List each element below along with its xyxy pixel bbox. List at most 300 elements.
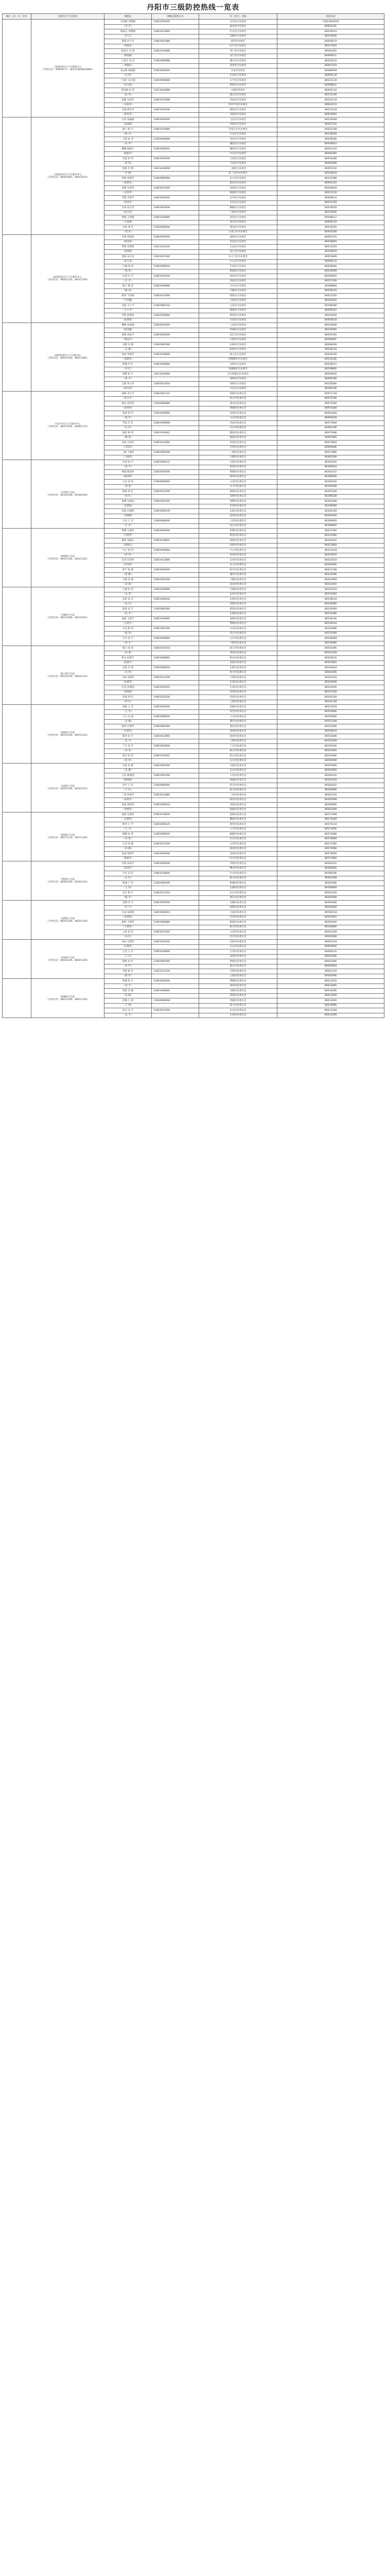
village-cell: 东安社区居委会 xyxy=(199,132,277,137)
grid-worker-cell: （王丽华） xyxy=(104,455,152,460)
hotline-cell: 86552066 xyxy=(277,724,384,730)
grid-worker-cell: （朱晓东） xyxy=(104,543,152,548)
village-cell: 三城村民委员会 xyxy=(199,450,277,455)
hotline-cell: 86602806 xyxy=(277,944,384,950)
village-cell: 陵口村民委员会 xyxy=(199,646,277,651)
hotline-cell: 86571896 xyxy=(277,856,384,861)
worker-phone-cell: 13861919880 xyxy=(152,127,199,132)
hotline-cell: 86422060 xyxy=(277,582,384,587)
worker-phone-cell xyxy=(152,1003,199,1008)
village-cell: 九里村民委员会 xyxy=(199,480,277,485)
hotline-cell: 86538806 xyxy=(277,367,384,372)
worker-phone-cell: 13962980660 xyxy=(152,783,199,788)
grid-worker-cell: （吴春华） xyxy=(104,191,152,196)
village-cell: 东门社区居委会 xyxy=(199,44,277,49)
grid-worker-cell: （王 红） xyxy=(104,788,152,793)
institution-cell: 云阳街道社区卫生服务中心 （咨询电话：86905077、8612536/8610869） xyxy=(31,20,104,117)
grid-worker-cell: 张家庄 田 博 xyxy=(104,49,152,54)
village-cell: 东庄村民委员会 xyxy=(199,891,277,896)
village-cell: 虹桥社区居委会 xyxy=(199,347,277,352)
grid-worker-cell: 晓塘 朱 伟 xyxy=(104,832,152,837)
village-cell: 前进村民委员会 xyxy=(199,846,277,852)
village-cell: 长巷村民委员会 xyxy=(199,445,277,450)
hotline-cell: 86551806 xyxy=(277,734,384,739)
grid-worker-cell: 皇塘 吴 静 xyxy=(104,343,152,348)
hotline-cell: 86551268 xyxy=(277,719,384,724)
grid-worker-cell: 胡桥 朱宝平 xyxy=(104,392,152,397)
village-cell: 河南村民委员会 xyxy=(199,440,277,446)
hotline-cell: 86532986 xyxy=(277,626,384,632)
village-cell: 河南社区居委会 xyxy=(199,112,277,117)
village-cell: 东进村民委员会 xyxy=(199,504,277,509)
grid-worker-cell: （朱 华） xyxy=(104,142,152,147)
worker-phone-cell xyxy=(152,122,199,127)
table-header-row xyxy=(3,14,384,20)
hotline-cell: 86552008 xyxy=(277,739,384,744)
village-cell: 九里村民委员会 xyxy=(199,842,277,847)
worker-phone-cell: 13861902988 xyxy=(152,39,199,44)
worker-phone-cell xyxy=(152,210,199,215)
grid-worker-cell: （王 军） xyxy=(104,954,152,959)
district-cell xyxy=(3,646,31,705)
village-cell: 浦东村民委员会 xyxy=(199,572,277,578)
grid-worker-cell: 东桥 朱 军 xyxy=(104,597,152,602)
grid-worker-cell: （李晓东） xyxy=(104,63,152,69)
district-cell xyxy=(3,812,31,861)
hotline-cell: 86611268 xyxy=(277,1008,384,1013)
village-cell: 西门社区居委会 xyxy=(199,49,277,54)
grid-worker-cell: （王海燕） xyxy=(104,220,152,225)
village-cell: 新民社区居委会 xyxy=(199,181,277,186)
grid-worker-cell: （宗 明） xyxy=(104,73,152,78)
village-cell: 新城村民委员会 xyxy=(199,778,277,783)
worker-phone-cell xyxy=(152,142,199,147)
institution-cell: 司徒镇卫生院 （咨询电话：86561206、86561015） xyxy=(31,764,104,812)
hotline-cell: 86901520 xyxy=(277,166,384,172)
hotline-cell: 86529308 xyxy=(277,117,384,123)
grid-worker-cell: （朱 华） xyxy=(104,592,152,597)
hotline-cell: 86560216 xyxy=(277,773,384,778)
worker-phone-cell xyxy=(152,83,199,88)
grid-worker-cell: 三城 王丽华 xyxy=(104,450,152,455)
worker-phone-cell xyxy=(152,709,199,715)
worker-phone-cell xyxy=(152,337,199,343)
grid-worker-cell: （孙 红） xyxy=(104,494,152,499)
village-cell: 曲阿社区居委会 xyxy=(199,235,277,240)
worker-phone-cell: 13861902068 xyxy=(152,157,199,162)
worker-phone-cell xyxy=(152,905,199,910)
hotline-cell: 86520098 xyxy=(277,269,384,274)
village-cell: 访仙村民委员会 xyxy=(199,940,277,945)
grid-worker-cell: （李 红） xyxy=(104,367,152,372)
grid-worker-cell: （刘 勇） xyxy=(104,484,152,489)
village-cell: 昌国村民委员会 xyxy=(199,852,277,857)
grid-worker-cell: 横塘 孙国强 xyxy=(104,323,152,328)
grid-worker-cell: 大泊 王 军 xyxy=(104,519,152,524)
worker-phone-cell xyxy=(152,807,199,812)
village-cell: 五星村民委员会 xyxy=(199,930,277,935)
hotline-cell: 86920188 xyxy=(277,230,384,235)
grid-worker-cell: 后巷 汪 平 xyxy=(104,274,152,279)
table-row xyxy=(3,812,384,818)
village-cell: 双龙村民委员会 xyxy=(199,582,277,587)
table-row xyxy=(3,20,384,25)
worker-phone-cell: 13861906286 xyxy=(152,979,199,984)
grid-worker-cell: 司徒 朱 静 xyxy=(104,764,152,769)
worker-phone-cell: 13861908226 xyxy=(152,822,199,827)
worker-phone-cell xyxy=(152,377,199,382)
hotline-cell: 86612806 xyxy=(277,984,384,989)
hotline-cell: 86398060 xyxy=(277,523,384,529)
grid-worker-cell: （郑玲芳） xyxy=(104,112,152,117)
grid-worker-cell: 访仙 许晓明 xyxy=(104,509,152,514)
grid-worker-cell: （吴建国） xyxy=(104,504,152,509)
grid-worker-cell: （周文华） xyxy=(104,386,152,392)
grid-worker-cell: 朱公桥 杨灿辉 xyxy=(104,69,152,74)
grid-worker-cell: （李 光） xyxy=(104,34,152,39)
worker-phone-cell: 13861906106 xyxy=(152,509,199,514)
hotline-cell: 86536868 xyxy=(277,636,384,641)
grid-worker-cell: 吕城 朱 华 xyxy=(104,587,152,592)
village-cell: 华南社区居委会 xyxy=(199,98,277,103)
worker-phone-cell xyxy=(152,240,199,245)
village-cell: 同心村民委员会 xyxy=(199,523,277,529)
hotline-cell: 86601018 xyxy=(277,940,384,945)
grid-worker-cell: 访仙 吴建华 xyxy=(104,940,152,945)
worker-phone-cell xyxy=(152,788,199,793)
hotline-cell: 86562998 xyxy=(277,798,384,803)
hotline-cell: 86391508 xyxy=(277,489,384,495)
grid-worker-cell: （吴 伟） xyxy=(104,670,152,675)
hotline-cell: 86581208 xyxy=(277,891,384,896)
village-cell: 湖滨社区居委会 xyxy=(199,108,277,113)
worker-phone-cell: 13962980618 xyxy=(152,264,199,269)
village-cell: 荆庄村民委员会 xyxy=(199,719,277,724)
worker-phone-cell xyxy=(152,837,199,842)
hotline-cell: 86590218 xyxy=(277,910,384,916)
village-cell: 蔡家村民委员会 xyxy=(199,474,277,480)
village-cell: 新庄村民委员会 xyxy=(199,754,277,759)
hotline-cell: 86591268 xyxy=(277,930,384,935)
worker-phone-cell: 13861906666 xyxy=(152,69,199,74)
hotline-cell: 86541086 xyxy=(277,646,384,651)
worker-phone-cell xyxy=(152,504,199,509)
hotline-cell: 86582998 xyxy=(277,895,384,901)
village-cell: 荆林村民委员会 xyxy=(199,959,277,964)
worker-phone-cell xyxy=(152,680,199,685)
hotline-cell: 86610886 xyxy=(277,1003,384,1008)
grid-worker-cell: 白沙 孙 平 xyxy=(104,636,152,641)
grid-worker-cell: （邹 军） xyxy=(104,230,152,235)
village-cell: 东风村民委员会 xyxy=(199,558,277,563)
grid-worker-cell: 昌国 张建平 xyxy=(104,852,152,857)
grid-worker-cell: （李国平） xyxy=(104,200,152,206)
grid-worker-cell: 步桥 陈 军 xyxy=(104,969,152,974)
worker-phone-cell: 13861906816 xyxy=(152,147,199,152)
hotline-cell: 86390986 xyxy=(277,504,384,509)
village-cell: 荆林村民委员会 xyxy=(199,621,277,626)
worker-phone-cell xyxy=(152,886,199,891)
village-cell: 东方村民委员会 xyxy=(199,758,277,764)
grid-worker-cell: 延陵 彭大友 xyxy=(104,39,152,44)
hotline-cell: 86962098 xyxy=(277,455,384,460)
village-cell: 建山社区居委会 xyxy=(199,93,277,98)
village-cell: 新桥村民委员会 xyxy=(199,489,277,495)
village-cell: 贺巷村民委员会 xyxy=(199,411,277,416)
institution-cell: 皇塘镇卫生院 （咨询电话：86591206、86591100） xyxy=(31,901,104,940)
hotline-cell: 86551660 xyxy=(277,749,384,754)
table-row xyxy=(3,587,384,592)
grid-worker-cell: 界牌 张 平 xyxy=(104,372,152,377)
worker-phone-cell: 13861919266 xyxy=(152,323,199,328)
grid-worker-cell: （王 平） xyxy=(104,827,152,832)
grid-worker-cell: 珥陵 王 芳 xyxy=(104,705,152,710)
worker-phone-cell xyxy=(152,298,199,303)
grid-worker-cell: （陈 兵） xyxy=(104,132,152,137)
grid-worker-cell: （周 红） xyxy=(104,700,152,705)
hotline-cell: 86572998 xyxy=(277,846,384,852)
village-cell: 界牌村民委员会 xyxy=(199,499,277,504)
worker-phone-cell xyxy=(152,171,199,176)
grid-worker-cell: 大吕 吴 强 xyxy=(104,715,152,720)
hotline-cell: 86526086 xyxy=(277,382,384,387)
hotline-cell: 86560806 xyxy=(277,803,384,808)
grid-worker-cell: （朱宝国） xyxy=(104,83,152,88)
hotline-cell: 86920618 xyxy=(277,318,384,323)
worker-phone-cell: 13861918262 xyxy=(152,754,199,759)
hotline-cell: 86526208 xyxy=(277,313,384,318)
worker-phone-cell xyxy=(152,827,199,832)
village-cell: 兴隆社区居委会 xyxy=(199,289,277,294)
village-cell: 双庙村民委员会 xyxy=(199,660,277,666)
hotline-cell: 86905120 xyxy=(277,88,384,93)
worker-phone-cell: 13861910088 xyxy=(152,49,199,54)
hotline-cell: 86602086 xyxy=(277,959,384,964)
column-header-grid-worker: 网格员 xyxy=(104,14,152,20)
grid-worker-cell: 云阳 周文华 xyxy=(104,382,152,387)
village-cell: 荆城村民委员会 xyxy=(199,406,277,411)
grid-worker-cell: 吕城 郑玲芳 xyxy=(104,108,152,113)
hotline-cell: 86960028 xyxy=(277,416,384,421)
worker-phone-cell: 13861919226 xyxy=(152,695,199,700)
district-cell xyxy=(3,20,31,117)
worker-phone-cell: 13861908616 xyxy=(152,910,199,916)
village-cell: 石桥社区居委会 xyxy=(199,337,277,343)
village-cell: 城西社区居委会 xyxy=(199,147,277,152)
hotline-cell: 13812816930 xyxy=(277,20,384,25)
village-cell: 新星村民委员会 xyxy=(199,533,277,538)
grid-worker-cell: 陵口 高 勇 xyxy=(104,646,152,651)
district-cell xyxy=(3,235,31,323)
grid-worker-cell: （孙 平） xyxy=(104,984,152,989)
hotline-cell: 86542606 xyxy=(277,685,384,690)
institution-cell: 延陵镇卫生院 （咨询电话：86571216、86571100） xyxy=(31,812,104,861)
village-cell: 旧城社区居委会 xyxy=(199,34,277,39)
worker-phone-cell xyxy=(152,846,199,852)
village-cell: 新洲村民委员会 xyxy=(199,920,277,925)
grid-worker-cell: 新桥 于伯刚 xyxy=(104,294,152,299)
grid-worker-cell: （王小平） xyxy=(104,308,152,313)
hotline-cell: 86528118 xyxy=(277,347,384,352)
village-cell: 行宫村民委员会 xyxy=(199,871,277,876)
grid-worker-cell: 东庄 陈 平 xyxy=(104,891,152,896)
worker-phone-cell xyxy=(152,435,199,440)
grid-worker-cell: （陈 平） xyxy=(104,895,152,901)
worker-phone-cell: 13861918600 xyxy=(152,871,199,876)
hotline-cell: 86598098 xyxy=(277,303,384,309)
hotline-cell: 86903219 xyxy=(277,103,384,108)
grid-worker-cell: （孙国平） xyxy=(104,866,152,871)
worker-phone-cell: 13861908106 xyxy=(152,597,199,602)
hotline-cell: 86527600 xyxy=(277,44,384,49)
hotline-cell: 86908822 xyxy=(277,83,384,88)
village-cell: 丰南社区居委会 xyxy=(199,161,277,166)
table-row xyxy=(3,764,384,769)
hotline-cell: 86571088 xyxy=(277,812,384,818)
hotline-cell: 86936566 xyxy=(277,137,384,142)
grid-worker-cell: （张建军） xyxy=(104,181,152,186)
grid-worker-cell: （吴 红） xyxy=(104,876,152,881)
hotline-cell: 86961866 xyxy=(277,435,384,440)
hotline-cell: 86542818 xyxy=(277,666,384,671)
grid-worker-cell: 皇塘 吴春华 xyxy=(104,186,152,191)
grid-worker-cell: （朱 军） xyxy=(104,602,152,607)
worker-phone-cell xyxy=(152,758,199,764)
grid-worker-cell: （郭灿辉） xyxy=(104,54,152,59)
grid-worker-cell: （许建华） xyxy=(104,729,152,734)
village-cell: 沿江社区居委会 xyxy=(199,333,277,338)
worker-phone-cell: 13861908066 xyxy=(152,989,199,994)
hotline-cell: 86962186 xyxy=(277,426,384,431)
village-cell: 前进村民委员会 xyxy=(199,954,277,959)
institution-cell: 导墅镇卫生院 （咨询电话：86581206、86581100） xyxy=(31,861,104,901)
hotline-cell: 86393288 xyxy=(277,499,384,504)
hotline-cell: 86598012 xyxy=(277,215,384,221)
village-cell: 丹凤社区居委会 xyxy=(199,20,277,25)
worker-phone-cell: 13861905008 xyxy=(152,470,199,475)
worker-phone-cell xyxy=(152,876,199,881)
grid-worker-cell: 王家庄 朱 洁 xyxy=(104,59,152,64)
village-cell: 联盟村民委员会 xyxy=(199,807,277,812)
hotline-cell: 86398108 xyxy=(277,494,384,499)
grid-worker-cell: （钱 军） xyxy=(104,416,152,421)
worker-phone-cell xyxy=(152,259,199,264)
grid-worker-cell: （陈 伟） xyxy=(104,631,152,636)
column-header-worker-phone: 网格员联系方式 xyxy=(152,14,199,20)
hotline-cell: 86540108 xyxy=(277,695,384,700)
village-cell: 东庄村民委员会 xyxy=(199,944,277,950)
grid-worker-cell: 行宫 吴 红 xyxy=(104,871,152,876)
worker-phone-cell: 13861902216 xyxy=(152,392,199,397)
hotline-cell: 86926106 xyxy=(277,352,384,358)
grid-worker-cell: （孙国强） xyxy=(104,328,152,333)
worker-phone-cell: 13861905168 xyxy=(152,773,199,778)
worker-phone-cell xyxy=(152,915,199,920)
grid-worker-cell: （吴建华） xyxy=(104,944,152,950)
hotline-cell: 86908208 xyxy=(277,343,384,348)
grid-worker-cell: （王 芳） xyxy=(104,709,152,715)
village-cell: 联合社区居委会 xyxy=(199,352,277,358)
worker-phone-cell: 13861912608 xyxy=(152,675,199,681)
worker-phone-cell: 13861902668 xyxy=(152,852,199,857)
worker-phone-cell xyxy=(152,112,199,117)
grid-worker-cell: （许 红） xyxy=(104,426,152,431)
worker-phone-cell: 13962980888 xyxy=(152,59,199,64)
village-cell: 界牌村民委员会 xyxy=(199,529,277,534)
hotline-cell: 86582086 xyxy=(277,881,384,886)
institution-cell: 陵口镇卫生院 （咨询电话：86541200、86541110） xyxy=(31,646,104,705)
grid-worker-cell: 西城 王 强 xyxy=(104,998,152,1004)
village-cell: 前进村民委员会 xyxy=(199,514,277,519)
grid-worker-cell: 访仙 邹 军 xyxy=(104,225,152,230)
village-cell: 新桥村民委员会 xyxy=(199,538,277,544)
village-cell: 兴丹社区居委会 xyxy=(199,284,277,289)
grid-worker-cell: 东风 许国华 xyxy=(104,558,152,563)
hotline-cell: 86561618 xyxy=(277,778,384,783)
grid-worker-cell: （吴祝军） xyxy=(104,103,152,108)
worker-phone-cell: 13962980066 xyxy=(152,176,199,181)
grid-worker-cell: 访仙 邹建华 xyxy=(104,352,152,358)
document-title: 丹阳市三级防控热线一览表 xyxy=(147,4,239,12)
worker-phone-cell xyxy=(152,993,199,998)
village-cell: 开发社区居委会 xyxy=(199,318,277,323)
worker-phone-cell: 13861912266 xyxy=(152,930,199,935)
village-cell: 兴隆村民委员会 xyxy=(199,578,277,583)
grid-worker-cell: 华南 许 红 xyxy=(104,421,152,426)
hotline-cell: 86570868 xyxy=(277,837,384,842)
grid-worker-cell: 埤城 孙 平 xyxy=(104,979,152,984)
grid-worker-cell: 杨家庄 李德朝 xyxy=(104,29,152,35)
grid-worker-cell: （邹建华） xyxy=(104,357,152,362)
village-cell: 迎宾社区居委会 xyxy=(199,220,277,225)
hotline-cell: 86561806 xyxy=(277,764,384,769)
hotline-cell: 86550886 xyxy=(277,715,384,720)
worker-phone-cell xyxy=(152,269,199,274)
hotline-cell: 86602996 xyxy=(277,974,384,979)
village-cell: 新庄村民委员会 xyxy=(199,396,277,401)
village-cell: 河阳村民委员会 xyxy=(199,989,277,994)
hotline-cell: 86588868 xyxy=(277,284,384,289)
institution-cell: 丹北镇卫生院 （咨询电话：86391208、86390106） xyxy=(31,460,104,529)
hotline-cell: 86531198 xyxy=(277,93,384,98)
institution-cell: 界牌镇卫生院 （咨询电话：86421106、86421202） xyxy=(31,529,104,587)
village-cell: 永安村民委员会 xyxy=(199,626,277,632)
grid-worker-cell: 新洲 王建华 xyxy=(104,920,152,925)
worker-phone-cell xyxy=(152,700,199,705)
village-cell: 华庄村民委员会 xyxy=(199,631,277,636)
worker-phone-cell xyxy=(152,24,199,29)
hotline-cell: 86541268 xyxy=(277,690,384,695)
village-cell: 白鹤村居委会 xyxy=(199,88,277,93)
hotline-cell: 86902330 xyxy=(277,181,384,186)
village-cell: 庄城村民委员会 xyxy=(199,612,277,617)
hotline-cell: 86420066 xyxy=(277,563,384,568)
worker-phone-cell: 13861912068 xyxy=(152,294,199,299)
worker-phone-cell xyxy=(152,798,199,803)
worker-phone-cell: 13861912880 xyxy=(152,793,199,798)
grid-worker-cell: 兴隆 孙 强 xyxy=(104,578,152,583)
worker-phone-cell xyxy=(152,386,199,392)
worker-phone-cell: 13861912228 xyxy=(152,969,199,974)
village-cell: 运河村民委员会 xyxy=(199,592,277,597)
hotline-cell: 86421090 xyxy=(277,529,384,534)
worker-phone-cell xyxy=(152,621,199,626)
grid-worker-cell: 新巷 沈 平 xyxy=(104,607,152,612)
village-cell: 钱家村民委员会 xyxy=(199,984,277,989)
hotline-cell: 86541860 xyxy=(277,660,384,666)
hotline-cell: 86928818 xyxy=(277,186,384,191)
worker-phone-cell xyxy=(152,553,199,558)
